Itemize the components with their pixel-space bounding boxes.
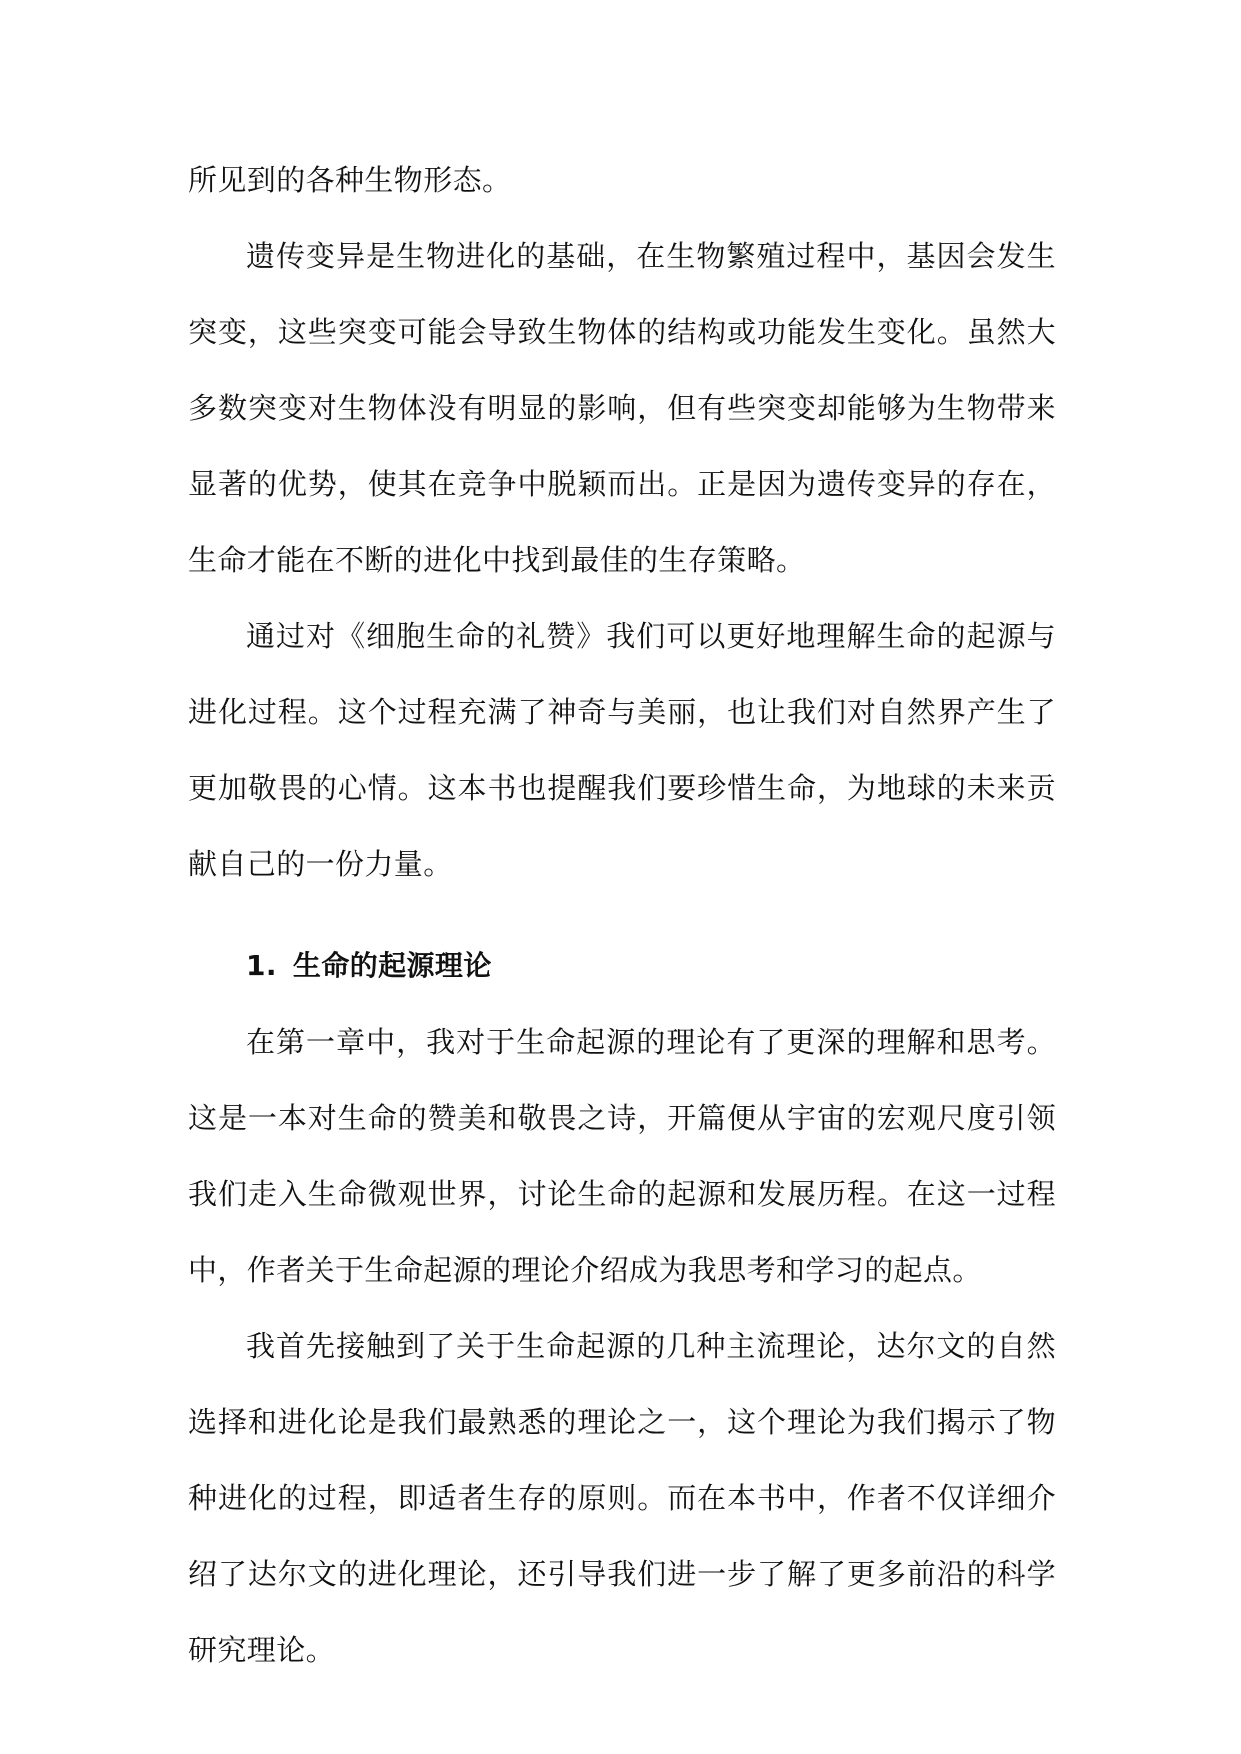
section-heading [188,928,1056,1004]
paragraph-chapter-one: 在第一章中，我对于生命起源的理论有了更深的理解和思考。这是一本对生命的赞美和敬畏之诗，开篇便从宇宙的宏观尺度引领我们走入生命微观世界，讨论生命的起源和发展历程。在这一过程中，作者关于生命起源的理论介绍成为我思考和学习的起点。 [188,1025,1056,1287]
paragraph-genetic-variation: 遗传变异是生物进化的基础，在生物繁殖过程中，基因会发生突变，这些突变可能会导致生物体的结构或功能发生变化。虽然大多数突变对生物体没有明显的影响，但有些突变却能够为生物带来显著的优势，使其在竞争中脱颖而出。正是因为遗传变异的存在，生命才能在不断的进化中找到最佳的生存策略。 [188,239,1056,577]
section-number: 1. [246,949,277,982]
section-title: 生命的起源理论 [292,949,492,982]
paragraph-book-summary: 通过对《细胞生命的礼赞》我们可以更好地理解生命的起源与进化过程。这个过程充满了神奇与美丽，也让我们对自然界产生了更加敬畏的心情。这本书也提醒我们要珍惜生命，为地球的未来贡献自己的一份力量。 [188,619,1056,881]
paragraph-continuation: 所见到的各种生物形态。 [188,163,512,197]
paragraph-mainstream-theories: 我首先接触到了关于生命起源的几种主流理论，达尔文的自然选择和进化论是我们最熟悉的理论之一，这个理论为我们揭示了物种进化的过程，即适者生存的原则。而在本书中，作者不仅详细介绍了达尔文的进化理论，还引导我们进一步了解了更多前沿的科学研究理论。 [188,1329,1056,1667]
document-body [188,142,1056,1688]
